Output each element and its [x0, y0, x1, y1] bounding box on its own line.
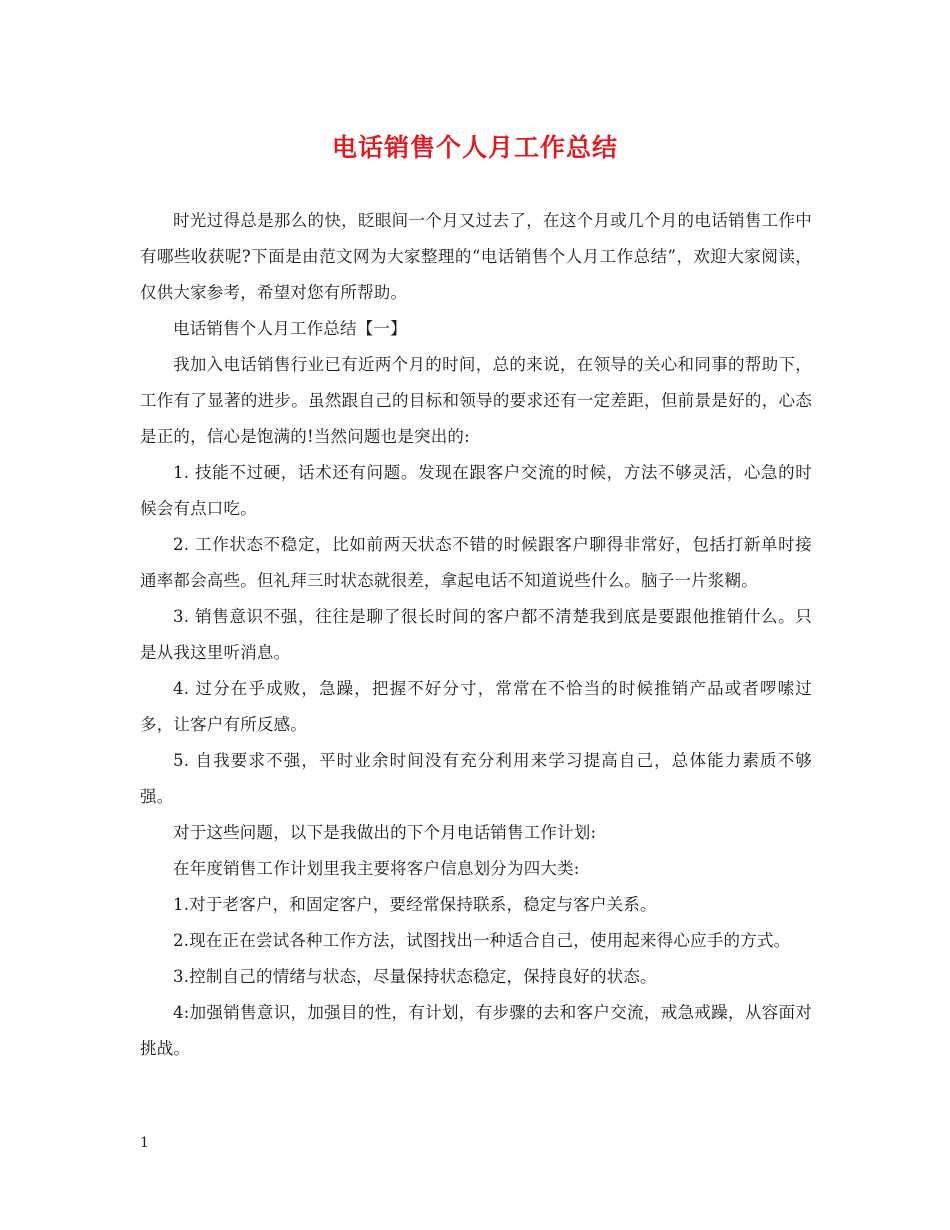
plan-item: 4:加强销售意识，加强目的性，有计划，有步骤的去和客户交流，戒急戒躁，从容面对挑战。: [140, 1003, 812, 1058]
paragraph: 我加入电话销售行业已有近两个月的时间，总的来说，在领导的关心和同事的帮助下，工作有了显著的进步。虽然跟自己的目标和领导的要求还有一定差距，但前景是好的，心态是正的，信心是饱满的!当然问题也是突出的:: [140, 355, 812, 446]
plan-item: 2.现在正在尝试各种工作方法，试图找出一种适合自己，使用起来得心应手的方式。: [173, 931, 791, 950]
paragraph: 对于这些问题，以下是我做出的下个月电话销售工作计划:: [173, 823, 597, 842]
list-item: 1. 技能不过硬，话术还有问题。发现在跟客户交流的时候，方法不够灵活，心急的时候会有点口吃。: [140, 463, 812, 518]
plan-item: 1.对于老客户，和固定客户，要经常保持联系，稳定与客户关系。: [173, 895, 657, 914]
list-item: 4. 过分在乎成败，急躁，把握不好分寸，常常在不恰当的时候推销产品或者啰嗦过多，让客户有所反感。: [140, 679, 812, 734]
paragraph: 在年度销售工作计划里我主要将客户信息划分为四大类:: [173, 859, 580, 878]
list-item: 2. 工作状态不稳定，比如前两天状态不错的时候跟客户聊得非常好，包括打新单时接通率都会高些。但礼拜三时状态就很差，拿起电话不知道说些什么。脑子一片浆糊。: [140, 535, 812, 590]
document-title: 电话销售个人月工作总结: [331, 133, 618, 162]
page-number: 1: [140, 1135, 149, 1151]
paragraph-intro: 时光过得总是那么的快，眨眼间一个月又过去了，在这个月或几个月的电话销售工作中有哪些收获呢?下面是由范文网为大家整理的“电话销售个人月工作总结”，欢迎大家阅读，仅供大家参考，希望对您有所帮助。: [140, 211, 812, 302]
list-item: 5. 自我要求不强，平时业余时间没有充分利用来学习提高自己，总体能力素质不够强。: [140, 751, 812, 806]
document-body: [140, 203, 812, 1067]
section-heading: 电话销售个人月工作总结【一】: [173, 319, 407, 338]
plan-item: 3.控制自己的情绪与状态，尽量保持状态稳定，保持良好的状态。: [173, 967, 657, 986]
list-item: 3. 销售意识不强，往往是聊了很长时间的客户都不清楚我到底是要跟他推销什么。只是从我这里听消息。: [140, 607, 812, 662]
